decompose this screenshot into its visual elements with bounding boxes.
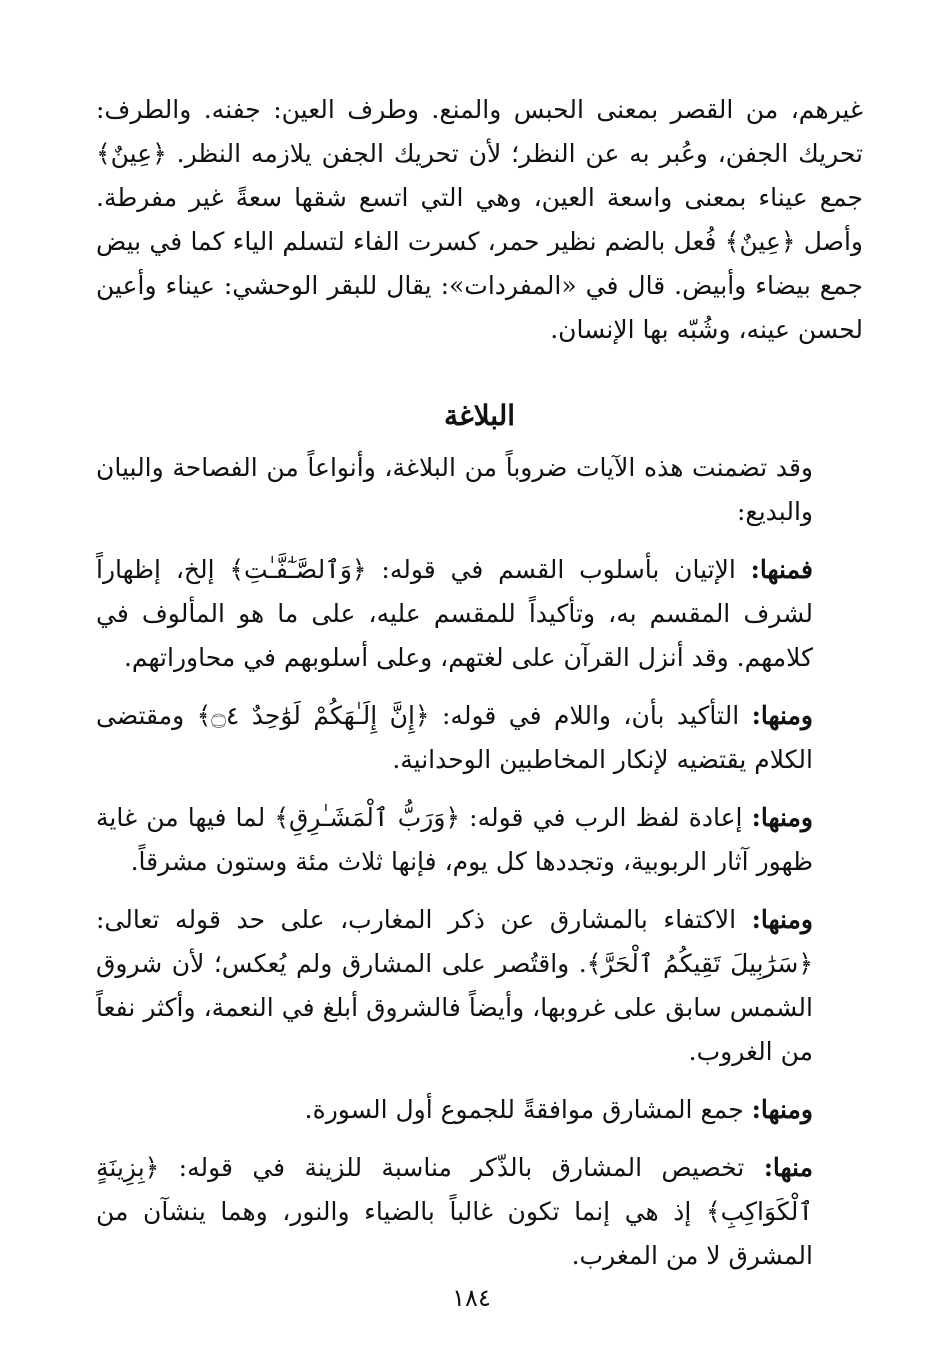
item-text: إعادة لفظ الرب في قوله: ﴿وَرَبُّ ٱلْمَشَـٰرِقِ﴾ لما فيها من غاية ظهور آثار الربوبية، وتجددها كل يوم، فإنها ثلاث مئة وستون مشرقاً.	[96, 803, 813, 876]
item-text: التأكيد بأن، واللام في قوله: ﴿إِنَّ إِلَـٰهَكُمْ لَوَٰحِدٌ ۝٤﴾ ومقتضى الكلام يقتضيه لإنكار المخاطبين الوحدانية.	[96, 701, 813, 774]
rhetoric-item-4	[96, 898, 863, 1074]
page-number: ١٨٤	[452, 1284, 491, 1312]
item-text: تخصيص المشارق بالذّكر مناسبة للزينة في قوله: ﴿بِزِينَةٍ ٱلْكَوَاكِبِ﴾ إذ هي إنما تكون غالباً بالضياء والنور، وهما ينشآن من المشرق لا من المغرب.	[96, 1153, 813, 1270]
item-lead: ومنها:	[751, 1095, 813, 1124]
rhetoric-item-1	[96, 548, 863, 680]
balagha-intro-paragraph: وقد تضمنت هذه الآيات ضروباً من البلاغة، وأنواعاً من الفصاحة والبيان والبديع:	[96, 453, 813, 526]
rhetoric-item-5	[96, 1088, 863, 1132]
item-lead: فمنها:	[750, 555, 813, 584]
rhetoric-item-6	[96, 1146, 863, 1278]
rhetoric-item-3	[96, 796, 863, 884]
rhetoric-item-2	[96, 694, 863, 782]
item-lead: ومنها:	[751, 905, 813, 934]
item-text: الإتيان بأسلوب القسم في قوله: ﴿وَٱلصَّـٰٓفَّـٰتِ﴾ إلخ، إظهاراً لشرف المقسم به، وتأكيداً للمقسم عليه، على ما هو المألوف في كلامهم. وقد أنزل القرآن على لغتهم، وعلى أسلوبهم في محاوراتهم.	[96, 555, 813, 672]
item-lead: منها:	[763, 1153, 813, 1182]
item-text: جمع المشارق موافقةً للجموع أول السورة.	[304, 1095, 752, 1124]
item-lead: ومنها:	[751, 803, 813, 832]
document-page	[96, 88, 863, 1365]
item-lead: ومنها:	[751, 701, 813, 730]
item-text: الاكتفاء بالمشارق عن ذكر المغارب، على حد قوله تعالى: ﴿سَرَٰبِيلَ تَقِيكُمُ ٱلْحَرَّ﴾. واقتُصر على المشارق ولم يُعكس؛ لأن شروق الشمس سابق على غروبها، وأيضاً فالشروق أبلغ في النعمة، وأكثر نفعاً من الغروب.	[96, 905, 813, 1066]
intro-paragraph: غيرهم، من القصر بمعنى الحبس والمنع. وطرف العين: جفنه. والطرف: تحريك الجفن، وعُبر به عن النظر؛ لأن تحريك الجفن يلازمه النظر. ﴿عِينٌ﴾ جمع عيناء بمعنى واسعة العين، وهي التي اتسع شقها سعةً غير مفرطة. وأصل ﴿عِينٌ﴾ فُعل بالضم نظير حمر، كسرت الفاء لتسلم الياء كما في بيض جمع بيضاء وأبيض. قال في «المفردات»: يقال للبقر الوحشي: عيناء وأعين لحسن عينه، وشُبّه بها الإنسان.	[96, 95, 863, 344]
section-heading: البلاغة	[443, 399, 516, 432]
